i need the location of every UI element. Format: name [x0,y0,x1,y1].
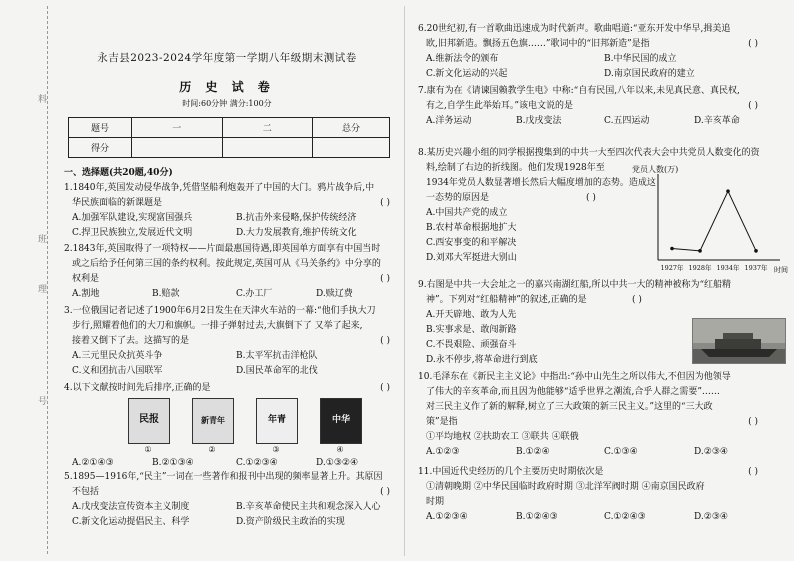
question-text: 一态势的原因是 [426,193,490,203]
option-d[interactable]: D.②③④ [694,447,728,457]
option-c[interactable]: C.办工厂 [236,289,273,299]
option-d[interactable]: D.资产阶级民主政治的实现 [236,517,345,527]
option-d[interactable]: D.赎辽费 [316,289,353,299]
option-a[interactable]: A.割地 [72,289,100,299]
option-d[interactable]: D.辛亥革命 [694,116,740,126]
option-b[interactable]: B.实事求是、敢闯新路 [426,325,517,335]
option-a[interactable]: A.加强军队建设,实现富国强兵 [72,213,193,223]
option-c[interactable]: C.义和团抗击八国联军 [72,366,163,376]
option-a[interactable]: A.戊戌变法宣传资本主义制度 [72,502,190,512]
answer-blank[interactable]: ( ) [380,383,390,393]
answer-blank[interactable]: ( ) [586,193,596,203]
option-c[interactable]: C.①②③④ [236,458,278,468]
answer-blank[interactable]: ( ) [632,295,642,305]
answer-blank[interactable]: ( ) [748,101,758,111]
answer-blank[interactable]: ( ) [380,487,390,497]
left-column [64,0,390,561]
answer-blank[interactable]: ( ) [748,39,758,49]
question-text: 有之,自学生此举始耳。”该电文说的是 [426,101,573,111]
boat-illustration [693,319,785,363]
document-cover-4: 中华 [320,398,362,444]
x-tick-label: 1934年 [716,264,740,272]
answer-blank[interactable]: ( ) [748,467,758,477]
option-c[interactable]: C.①②④③ [604,512,646,522]
question-text: 3.一位俄国记者记述了1900年6月2日发生在天津火车站的一幕:“他们手执大刀 [64,306,376,316]
option-b[interactable]: B.①②④③ [516,512,558,522]
question-text: 7.康有为在《请谏国赖教学生电》中称:“自有民国,八年以来,未见真民意、真民权, [418,86,740,96]
option-c[interactable]: C.五四运动 [604,116,650,126]
document-thumbnails [64,398,390,454]
question-text: 权利是 [72,274,100,284]
score-cell: 一 [132,118,223,138]
answer-blank[interactable]: ( ) [380,336,390,346]
question-text: 10.毛泽东在《新民主主义论》中指出:“孙中山先生之所以伟大,不但因为他领导 [418,372,731,382]
option-b[interactable]: B.抗击外来侵略,保护传统经济 [236,213,357,223]
margin-char: 号 [38,397,48,407]
question-text: 1934年党员人数显著增长然后大幅度增加的态势。造成这 [426,178,656,188]
question-text: 4.以下文献按时间先后排序,正确的是 [64,383,211,393]
thumb-number: ④ [336,445,344,454]
question-7 [418,84,784,129]
data-point [726,189,730,193]
fold-line [404,6,405,556]
question-text: 神”。下列对“红船精神”的叙述,正确的是 [426,295,587,305]
option-a[interactable]: A.维新法令的颁布 [426,54,499,64]
document-cover-3: 年青 [256,398,298,444]
score-cell[interactable] [222,138,313,158]
score-cell[interactable] [313,138,390,158]
data-point [698,249,702,253]
question-items: 时期 [426,497,445,507]
option-b[interactable]: B.①②④ [516,447,550,457]
question-items: ①清朝晚期 ②中华民国临时政府时期 ③北洋军阀时期 ④南京国民政府 [426,482,705,492]
option-b[interactable]: B.辛亥革命使民主共和观念深入人心 [236,502,381,512]
question-10 [418,370,784,460]
thumb-number: ③ [272,445,280,454]
question-text: 料,绘制了右边的折线图。他们发现1928年至 [426,163,605,173]
exam-info: 时间:60分钟 满分:100分 [182,99,272,108]
question-text: 不包括 [72,487,100,497]
question-11 [418,465,784,525]
option-b[interactable]: B.戊戌变法 [516,116,562,126]
option-d[interactable]: D.刘邓大军挺进大别山 [426,253,517,263]
option-d[interactable]: D.②③④ [694,512,728,522]
party-membership-chart [630,160,790,275]
score-table [68,117,390,158]
score-table-score-row [69,138,390,158]
section-heading: 一、选择题(共20题,40分) [64,168,173,178]
question-text: 华民族面临的新课题是 [72,198,163,208]
option-b[interactable]: B.②①③④ [152,458,194,468]
answer-blank[interactable]: ( ) [380,274,390,284]
x-tick-label: 1937年 [744,264,768,272]
question-text: 接着又倒下了去。这描写的是 [72,336,190,346]
score-cell: 得分 [69,138,132,158]
option-a[interactable]: A.洋务运动 [426,116,472,126]
option-c[interactable]: C.①③④ [604,447,638,457]
option-a[interactable]: A.开天辟地、敢为人先 [426,310,517,320]
question-1 [64,181,390,241]
option-a[interactable]: A.中国共产党的成立 [426,208,508,218]
score-cell: 二 [222,118,313,138]
question-text: 8.某历史兴趣小组的同学根据搜集到的中共一大至四次代表大会中共党员人数变化的资 [418,148,760,158]
option-c[interactable]: C.新文化运动提倡民主、科学 [72,517,190,527]
option-a[interactable]: A.①②③ [426,447,460,457]
question-text: 策”是指 [426,417,458,427]
option-c[interactable]: C.西安事变的和平解决 [426,238,517,248]
question-text: 1.1840年,英国发动侵华战争,凭借坚船利炮轰开了中国的大门。鸦片战争后,中 [64,183,375,193]
option-b[interactable]: B.农村革命根据地扩大 [426,223,517,233]
binding-margin [0,0,62,561]
question-text: 对三民主义作了新的解释,树立了三大政策的新三民主义。”这里的“三大政 [426,402,713,412]
margin-char: 班 [38,235,48,245]
option-c[interactable]: C.新文化运动的兴起 [426,69,508,79]
y-axis-label: 党员人数(万) [632,165,679,174]
question-items: ①平均地权 ②扶助农工 ③联共 ④联俄 [426,432,579,442]
score-cell: 题号 [69,118,132,138]
x-tick-label: 1927年 [660,264,684,272]
data-point [754,249,758,253]
margin-char: 料 [38,95,48,105]
margin-char: 理 [38,285,48,295]
question-text: 步行,照耀着他们的大刀和旗帜。一排子弹射过去,大旗倒下了 又举了起来, [72,321,363,331]
score-cell: 总分 [313,118,390,138]
thumb-number: ① [144,445,152,454]
question-6 [418,22,784,82]
document-cover-1: 民报 [128,398,170,444]
question-text: 5.1895—1916年,“民主”一词在一些著作和报刊中出现的频率显著上升。其原因 [64,472,383,482]
score-cell[interactable] [132,138,223,158]
answer-blank[interactable]: ( ) [748,417,758,427]
document-cover-2: 新青年 [192,398,234,444]
question-text: 欧,旧邦新造。飘扬五色旗……”歌词中的“旧邦新造”是指 [426,39,650,49]
option-d[interactable]: D.永不停步,将革命进行到底 [426,355,538,365]
question-text: 6.20世纪初,有一首歌曲迅速成为时代新声。歌曲唱道:“亚东开发中华早,揖美追 [418,24,731,34]
option-d[interactable]: D.国民革命军的北伐 [236,366,318,376]
option-c[interactable]: C.不畏艰险、顽强奋斗 [426,340,517,350]
line-chart-svg [630,160,790,275]
score-table-header-row [69,118,390,138]
option-c[interactable]: C.捍卫民族独立,发展近代文明 [72,228,193,238]
right-column [418,0,788,561]
x-axis-label: 时间 [774,266,788,274]
question-4 [64,381,390,471]
question-text: 11.中国近代史经历的几个主要历史时期依次是 [418,467,604,477]
data-point [670,247,674,251]
series-line [672,191,756,251]
option-b[interactable]: B.中华民国的成立 [604,54,677,64]
option-d[interactable]: D.南京国民政府的建立 [604,69,695,79]
option-a[interactable]: A.②①④③ [72,458,114,468]
option-b[interactable]: B.赔款 [152,289,180,299]
option-a[interactable]: A.①②③④ [426,512,468,522]
question-text: 或之后给予任何第三国的条约权利。按此规定,英国可从《马关条约》中分享的 [72,259,381,269]
option-d[interactable]: D.①③②④ [316,458,359,468]
red-boat-photo [692,318,786,364]
question-3 [64,304,390,379]
question-text: 9.右图是中共一大会址之一的嘉兴南湖红船,所以中共一大的精神被称为“红船精 [418,280,732,290]
binding-dashed-line [47,6,48,554]
question-text: 2.1843年,英国取得了一项特权——片面最惠国待遇,即英国单方面享有中国当时 [64,244,381,254]
question-text: 了伟大的辛亥革命,而且因为他能够“适乎世界之潮流,合乎人群之需要”…… [426,387,720,397]
question-5 [64,470,390,530]
option-b[interactable]: B.太平军抗击洋枪队 [236,351,318,361]
subject-title: 历 史 试 卷 [179,80,275,94]
exam-title: 永吉县2023-2024学年度第一学期八年级期末测试卷 [97,52,357,64]
answer-blank[interactable]: ( ) [380,198,390,208]
thumb-number: ② [208,445,216,454]
option-d[interactable]: D.大力发展教育,维护传统文化 [236,228,357,238]
option-a[interactable]: A.三元里民众抗英斗争 [72,351,163,361]
question-2 [64,242,390,302]
x-tick-label: 1928年 [688,264,712,272]
